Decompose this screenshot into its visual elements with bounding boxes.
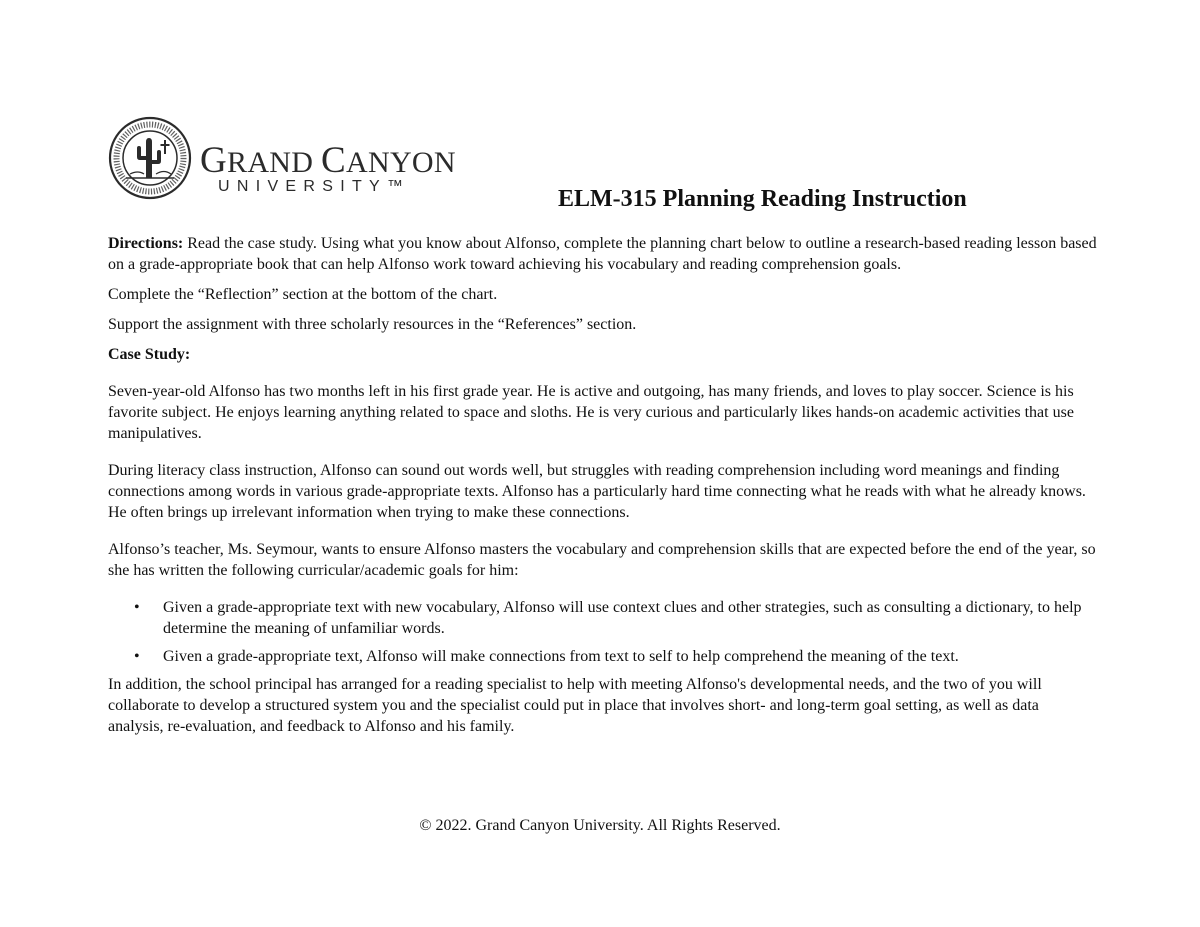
instruction-references: Support the assignment with three scholarly resources in the “References” section. xyxy=(108,316,637,333)
goal-item xyxy=(108,597,1098,639)
goal-text: Given a grade-appropriate text, Alfonso will make connections from text to self to help comprehend the meaning of the text. xyxy=(163,648,959,665)
case-study-paragraph: Alfonso’s teacher, Ms. Seymour, wants to ensure Alfonso masters the vocabulary and comprehension skills that are expected before the end of the year, so she has written the following curricular/academic goals for him: xyxy=(108,541,1096,579)
case-study-paragraph: Seven-year-old Alfonso has two months left in his first grade year. He is active and outgoing, has many friends, and loves to play soccer. Science is his favorite subject. He enjoys learning anything related to space and sloths. He is very curious and particularly likes hands-on academic activities that use manipulatives. xyxy=(108,383,1074,442)
university-logo xyxy=(108,116,478,200)
logo-letter: G xyxy=(200,140,228,181)
bullet-icon: • xyxy=(134,648,140,665)
logo-word-part: RAND xyxy=(227,146,322,179)
logo-wordmark xyxy=(200,142,456,181)
bullet-icon: • xyxy=(134,599,140,616)
directions-label: Directions: xyxy=(108,235,184,252)
logo-word-part: ANYON xyxy=(346,146,456,179)
goal-item xyxy=(108,646,1098,667)
logo-subtitle: UNIVERSITY™ xyxy=(218,178,411,195)
directions-paragraph xyxy=(108,233,1098,275)
logo-letter: C xyxy=(321,140,347,181)
goals-list xyxy=(108,597,1098,667)
case-study-heading xyxy=(108,344,1098,365)
case-study-heading-text: Case Study: xyxy=(108,346,191,363)
instruction-reflection: Complete the “Reflection” section at the bottom of the chart. xyxy=(108,286,498,303)
copyright-footer: © 2022. Grand Canyon University. All Rights Reserved. xyxy=(419,817,781,834)
goal-text: Given a grade-appropriate text with new vocabulary, Alfonso will use context clues and other strategies, such as consulting a dictionary, to help determine the meaning of unfamiliar words. xyxy=(163,599,1082,637)
closing-paragraph: In addition, the school principal has arranged for a reading specialist to help with meeting Alfonso's developmental needs, and the two of you will collaborate to develop a structured system you and the specialist could put in place that involves short- and long-term goal setting, as well as data analysis, re-evaluation, and feedback to Alfonso and his family. xyxy=(108,676,1042,735)
document-body xyxy=(108,233,1098,746)
directions-text: Read the case study. Using what you know about Alfonso, complete the planning chart below to outline a research-based reading lesson based on a grade-appropriate book that can help Alfonso work toward achieving his vocabulary and reading comprehension goals. xyxy=(108,235,1097,273)
document-title: ELM-315 Planning Reading Instruction xyxy=(558,186,967,212)
case-study-paragraph: During literacy class instruction, Alfonso can sound out words well, but struggles with reading comprehension including word meanings and finding connections among words in various grade-appropriate texts. Alfonso has a particularly hard time connecting what he reads with what he already knows. He often brings up irrelevant information when trying to make these connections. xyxy=(108,462,1086,521)
university-seal-icon xyxy=(108,116,192,200)
